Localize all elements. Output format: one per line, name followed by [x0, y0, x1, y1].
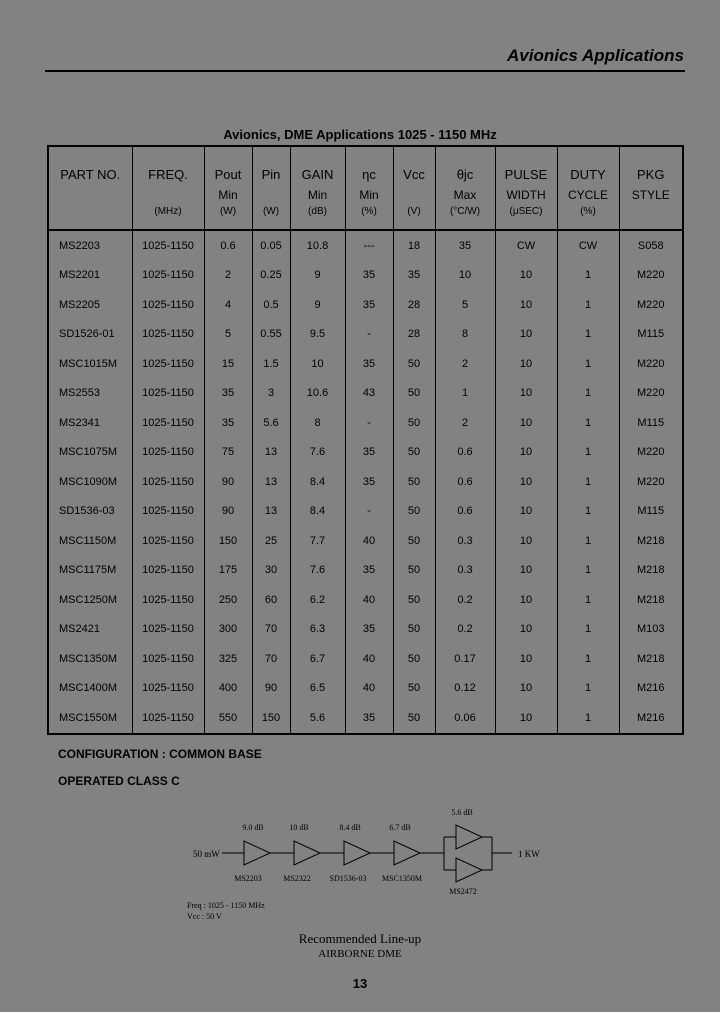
table-cell: 40 [345, 674, 393, 704]
column-header-l2: WIDTH [506, 188, 546, 202]
table-cell: 35 [435, 230, 495, 261]
table-cell: 250 [204, 585, 252, 615]
table-row [48, 467, 683, 497]
column-header-l3: (%) [361, 206, 377, 217]
table-cell: MS2205 [48, 290, 132, 320]
column-header-l2 [133, 188, 204, 202]
table-cell: MSC1350M [48, 644, 132, 674]
table-cell: 0.5 [252, 290, 290, 320]
table-cell: SD1536-03 [48, 497, 132, 527]
table-cell: 50 [393, 379, 435, 409]
table-cell: 0.6 [435, 467, 495, 497]
table-cell: MS2341 [48, 408, 132, 438]
table-cell: 35 [345, 438, 393, 468]
table-cell: 0.3 [435, 526, 495, 556]
table-cell: 1 [557, 290, 619, 320]
table-cell: M218 [619, 526, 683, 556]
table-cell: 1 [557, 585, 619, 615]
table-cell: 7.6 [290, 438, 345, 468]
table-row [48, 230, 683, 261]
table-cell: 7.6 [290, 556, 345, 586]
table-cell: 15 [204, 349, 252, 379]
table-cell: 6.3 [290, 615, 345, 645]
column-header-l3: (MHz) [154, 206, 182, 217]
vcc-note: Vcc : 50 V [187, 912, 222, 921]
table-cell: 8 [435, 320, 495, 350]
table-cell: 50 [393, 408, 435, 438]
table-cell: 10 [495, 497, 557, 527]
table-cell: - [345, 320, 393, 350]
column-header [252, 146, 290, 230]
stage-3-gain: 8.4 dB [339, 823, 361, 832]
table-cell: 0.55 [252, 320, 290, 350]
column-header [345, 146, 393, 230]
table-cell: 1 [557, 674, 619, 704]
table-cell: M103 [619, 615, 683, 645]
table-cell: 6.2 [290, 585, 345, 615]
table-cell: MS2203 [48, 230, 132, 261]
column-header-l1: Pout [214, 167, 242, 182]
table-cell: 35 [345, 703, 393, 734]
table-cell: 0.3 [435, 556, 495, 586]
table-header-row [48, 146, 683, 230]
configuration-label: CONFIGURATION : COMMON BASE [58, 747, 262, 761]
column-header-l3: (V) [407, 206, 421, 217]
table-cell: 10 [495, 320, 557, 350]
table-cell: 5.6 [252, 408, 290, 438]
table-cell: MSC1150M [48, 526, 132, 556]
table-cell: 10 [495, 467, 557, 497]
table-cell: 0.17 [435, 644, 495, 674]
table-cell: 10.6 [290, 379, 345, 409]
table-cell: M216 [619, 703, 683, 734]
table-cell: M216 [619, 674, 683, 704]
stage-3-part: SD1536-03 [329, 874, 367, 883]
table-cell: M115 [619, 497, 683, 527]
table-cell: 1025-1150 [132, 408, 204, 438]
table-cell: 1 [557, 379, 619, 409]
page-number: 13 [352, 976, 368, 991]
table-cell: 1025-1150 [132, 320, 204, 350]
table-cell: 10 [495, 556, 557, 586]
stage-1-gain: 9.0 dB [242, 823, 264, 832]
table-cell: 10 [495, 379, 557, 409]
table-cell: 1 [557, 644, 619, 674]
table-cell: 50 [393, 438, 435, 468]
table-cell: 400 [204, 674, 252, 704]
column-header [393, 146, 435, 230]
table-cell: SD1526-01 [48, 320, 132, 350]
table-body [48, 230, 683, 734]
column-header-l3: (W) [262, 206, 280, 217]
column-header-l1: Vcc [403, 167, 425, 182]
table-cell: S058 [619, 230, 683, 261]
table-cell: 43 [345, 379, 393, 409]
table-cell: 1025-1150 [132, 703, 204, 734]
amp-final-b-icon [456, 858, 482, 882]
table-cell: 35 [345, 556, 393, 586]
column-header-l3: (°C/W) [449, 206, 481, 217]
table-cell: 5.6 [290, 703, 345, 734]
table-cell: 1025-1150 [132, 556, 204, 586]
table-cell: 1025-1150 [132, 438, 204, 468]
table-cell: 2 [204, 261, 252, 291]
table-cell: MSC1015M [48, 349, 132, 379]
table-cell: 50 [393, 467, 435, 497]
table-cell: 1025-1150 [132, 585, 204, 615]
column-header-l1: GAIN [301, 167, 334, 182]
table-cell: 50 [393, 585, 435, 615]
table-cell: 13 [252, 438, 290, 468]
table-cell: 1 [557, 497, 619, 527]
table-cell: 300 [204, 615, 252, 645]
table-row [48, 615, 683, 645]
table-cell: 0.6 [435, 438, 495, 468]
table-cell: 10 [495, 290, 557, 320]
table-row [48, 497, 683, 527]
stage-2-gain: 10 dB [289, 823, 309, 832]
table-cell: M220 [619, 379, 683, 409]
table-cell: 50 [393, 674, 435, 704]
table-cell: 7.7 [290, 526, 345, 556]
column-header-l2: Min [307, 188, 328, 202]
column-header-l3: (%) [580, 206, 596, 217]
table-cell: --- [345, 230, 393, 261]
final-stage-part: MS2472 [449, 887, 477, 896]
table-cell: MSC1550M [48, 703, 132, 734]
table-row [48, 644, 683, 674]
column-header-l1: PULSE [504, 167, 548, 182]
table-cell: M220 [619, 438, 683, 468]
table-cell: CW [557, 230, 619, 261]
table-cell: 6.5 [290, 674, 345, 704]
table-row [48, 526, 683, 556]
table-row [48, 349, 683, 379]
table-cell: 35 [345, 290, 393, 320]
table-cell: 1 [557, 467, 619, 497]
column-header [290, 146, 345, 230]
table-cell: M220 [619, 290, 683, 320]
table-cell: 1025-1150 [132, 467, 204, 497]
table-cell: MSC1400M [48, 674, 132, 704]
table-cell: 35 [204, 408, 252, 438]
column-header-l3: (W) [219, 206, 237, 217]
table-cell: 1025-1150 [132, 644, 204, 674]
amp-final-a-icon [456, 825, 482, 849]
final-stage-gain: 5.6 dB [451, 808, 473, 817]
table-cell: 1 [557, 320, 619, 350]
table-cell: 35 [393, 261, 435, 291]
column-header-l2 [394, 188, 435, 202]
table-cell: 35 [345, 349, 393, 379]
table-cell: 70 [252, 615, 290, 645]
column-header-l2: CYCLE [567, 188, 608, 202]
table-cell: 9.5 [290, 320, 345, 350]
table-cell: 50 [393, 497, 435, 527]
column-header-l3: (μSEC) [509, 206, 543, 217]
column-header-l3 [49, 206, 132, 217]
stage-4-part: MSC1350M [381, 874, 423, 883]
table-cell: 25 [252, 526, 290, 556]
table-row [48, 261, 683, 291]
table-cell: 10 [495, 644, 557, 674]
stage-4-gain: 6.7 dB [389, 823, 411, 832]
column-header [619, 146, 683, 230]
table-cell: 10 [495, 674, 557, 704]
table-cell: MSC1175M [48, 556, 132, 586]
table-cell: 1.5 [252, 349, 290, 379]
column-header-l2 [49, 188, 132, 202]
table-cell: 1 [557, 615, 619, 645]
table-cell: 1 [557, 703, 619, 734]
table-cell: 8 [290, 408, 345, 438]
section-title: Avionics Applications [507, 46, 684, 65]
table-cell: 10 [495, 526, 557, 556]
table-cell: 1 [557, 526, 619, 556]
figure-caption: Recommended Line-up [298, 931, 422, 946]
table-cell: 1 [435, 379, 495, 409]
table-cell: 70 [252, 644, 290, 674]
input-power-label: 50 mW [193, 849, 220, 859]
table-row [48, 379, 683, 409]
table-row [48, 674, 683, 704]
table-cell: 1025-1150 [132, 526, 204, 556]
table-cell: 150 [204, 526, 252, 556]
column-header-l2: STYLE [631, 188, 670, 202]
table-row [48, 703, 683, 734]
table-cell: 5 [435, 290, 495, 320]
table-row [48, 556, 683, 586]
table-cell: M220 [619, 467, 683, 497]
table-cell: 40 [345, 644, 393, 674]
column-header [495, 146, 557, 230]
column-header-l1: FREQ. [148, 167, 188, 182]
table-cell: 150 [252, 703, 290, 734]
table-cell: 325 [204, 644, 252, 674]
amp-stage-4-icon [394, 841, 420, 865]
column-header-l3: (dB) [308, 206, 327, 217]
table-cell: 9 [290, 261, 345, 291]
table-cell: 13 [252, 467, 290, 497]
table-cell: 1025-1150 [132, 349, 204, 379]
table-cell: 0.6 [435, 497, 495, 527]
column-header [48, 146, 132, 230]
table-cell: 10 [435, 261, 495, 291]
table-cell: 9 [290, 290, 345, 320]
table-cell: 1 [557, 261, 619, 291]
table-cell: - [345, 497, 393, 527]
table-cell: 1025-1150 [132, 261, 204, 291]
spec-table [47, 145, 684, 735]
table-cell: 0.6 [204, 230, 252, 261]
table-cell: 50 [393, 703, 435, 734]
amp-stage-3-icon [344, 841, 370, 865]
column-header-l1: θjc [456, 167, 474, 182]
figure-subcaption: AIRBORNE DME [318, 948, 402, 960]
table-cell: 40 [345, 585, 393, 615]
table-row [48, 585, 683, 615]
table-cell: - [345, 408, 393, 438]
table-cell: 50 [393, 644, 435, 674]
column-header-l2: Max [453, 188, 477, 202]
table-row [48, 290, 683, 320]
table-cell: MS2201 [48, 261, 132, 291]
table-cell: 1025-1150 [132, 615, 204, 645]
table-cell: 8.4 [290, 467, 345, 497]
table-cell: M218 [619, 585, 683, 615]
table-cell: 90 [204, 467, 252, 497]
table-cell: 40 [345, 526, 393, 556]
table-cell: 1025-1150 [132, 230, 204, 261]
stage-1-part: MS2203 [234, 874, 262, 883]
column-header-l1: PKG [637, 167, 665, 182]
table-cell: 0.05 [252, 230, 290, 261]
table-title: Avionics, DME Applications 1025 - 1150 MHz [223, 127, 497, 142]
table-cell: 35 [204, 379, 252, 409]
column-header-l2: Min [218, 188, 238, 202]
operation-class-label: OPERATED CLASS C [58, 774, 180, 788]
table-cell: 30 [252, 556, 290, 586]
table-cell: 3 [252, 379, 290, 409]
table-cell: 50 [393, 615, 435, 645]
table-cell: 10 [495, 585, 557, 615]
table-cell: 35 [345, 615, 393, 645]
column-header-l1: PART NO. [60, 167, 121, 182]
table-cell: 35 [345, 261, 393, 291]
table-cell: 1 [557, 349, 619, 379]
table-cell: 60 [252, 585, 290, 615]
table-cell: 1025-1150 [132, 290, 204, 320]
frequency-note: Freq : 1025 - 1150 MHz [187, 901, 265, 910]
table-row [48, 408, 683, 438]
table-cell: M220 [619, 349, 683, 379]
table-cell: 0.2 [435, 615, 495, 645]
table-cell: 10 [495, 408, 557, 438]
table-cell: 8.4 [290, 497, 345, 527]
table-cell: MSC1090M [48, 467, 132, 497]
table-cell: 2 [435, 349, 495, 379]
table-cell: 28 [393, 320, 435, 350]
table-cell: 1 [557, 408, 619, 438]
table-cell: 1025-1150 [132, 497, 204, 527]
table-cell: 1025-1150 [132, 674, 204, 704]
table-row [48, 320, 683, 350]
table-cell: 18 [393, 230, 435, 261]
table-cell: 10 [495, 349, 557, 379]
table-cell: M220 [619, 261, 683, 291]
table-cell: M218 [619, 556, 683, 586]
table-cell: 90 [204, 497, 252, 527]
table-cell: MS2553 [48, 379, 132, 409]
header-rule [45, 70, 685, 72]
table-cell: 0.2 [435, 585, 495, 615]
table-cell: 2 [435, 408, 495, 438]
table-cell: 75 [204, 438, 252, 468]
table-cell: 13 [252, 497, 290, 527]
amp-stage-1-icon [244, 841, 270, 865]
column-header-l1: DUTY [570, 167, 606, 182]
table-cell: 4 [204, 290, 252, 320]
table-cell: 10 [495, 438, 557, 468]
table-cell: 10 [495, 615, 557, 645]
column-header [132, 146, 204, 230]
table-cell: 28 [393, 290, 435, 320]
table-cell: 0.25 [252, 261, 290, 291]
table-cell: CW [495, 230, 557, 261]
column-header [435, 146, 495, 230]
table-cell: 10 [290, 349, 345, 379]
table-cell: 6.7 [290, 644, 345, 674]
amp-stage-2-icon [294, 841, 320, 865]
table-cell: 1 [557, 556, 619, 586]
table-cell: 35 [345, 467, 393, 497]
table-cell: 10.8 [290, 230, 345, 261]
table-cell: 50 [393, 526, 435, 556]
table-cell: 550 [204, 703, 252, 734]
table-cell: MS2421 [48, 615, 132, 645]
table-cell: 1 [557, 438, 619, 468]
column-header [557, 146, 619, 230]
output-power-label: 1 KW [518, 849, 540, 859]
column-header-l3 [620, 206, 683, 217]
table-cell: M115 [619, 320, 683, 350]
stage-2-part: MS2322 [283, 874, 311, 883]
table-cell: 10 [495, 703, 557, 734]
table-cell: 1025-1150 [132, 379, 204, 409]
table-cell: M115 [619, 408, 683, 438]
table-cell: 90 [252, 674, 290, 704]
table-cell: 10 [495, 261, 557, 291]
column-header [204, 146, 252, 230]
table-cell: MSC1075M [48, 438, 132, 468]
column-header-l1: Pin [261, 167, 281, 182]
column-header-l2 [253, 188, 290, 202]
table-row [48, 438, 683, 468]
table-cell: 50 [393, 349, 435, 379]
column-header-l2: Min [359, 188, 379, 202]
table-cell: M218 [619, 644, 683, 674]
table-cell: 175 [204, 556, 252, 586]
table-cell: MSC1250M [48, 585, 132, 615]
table-cell: 0.06 [435, 703, 495, 734]
column-header-l1: ηc [362, 167, 376, 182]
table-cell: 5 [204, 320, 252, 350]
table-cell: 0.12 [435, 674, 495, 704]
table-cell: 50 [393, 556, 435, 586]
